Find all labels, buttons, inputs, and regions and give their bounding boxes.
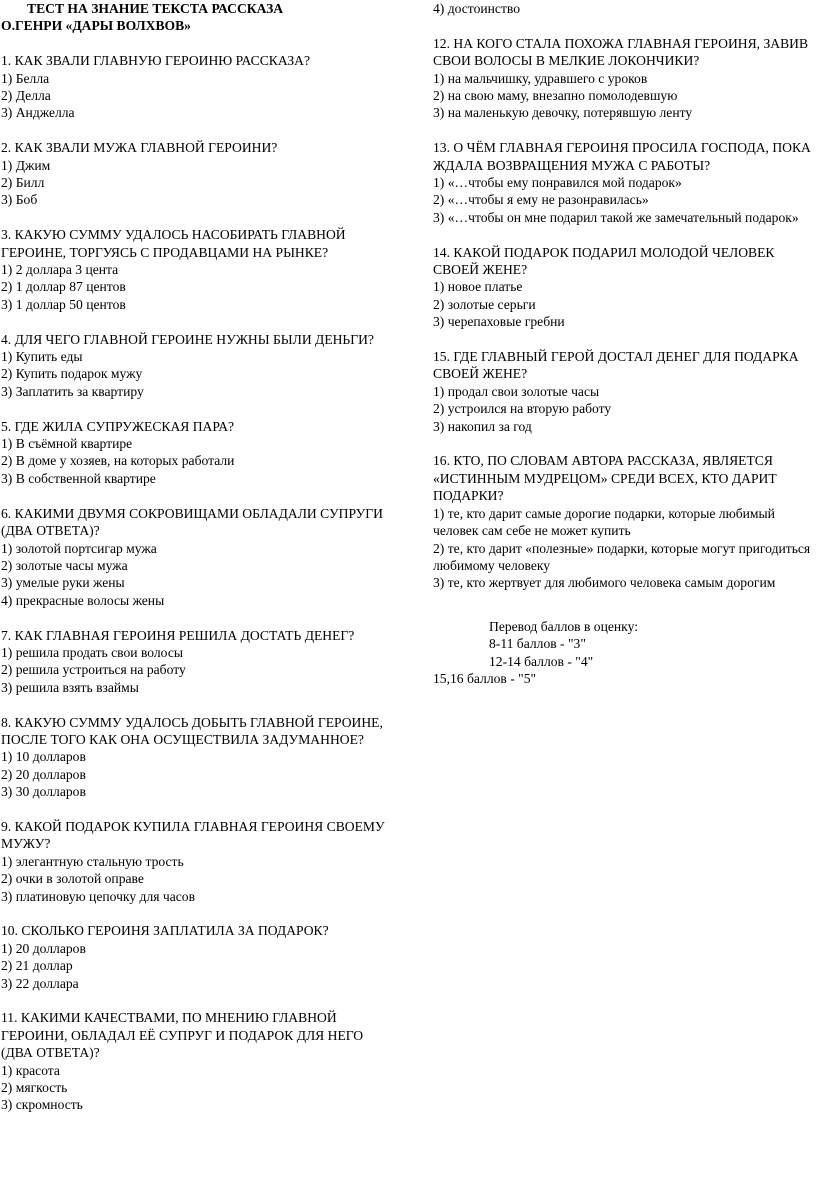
answer-option: 3) Заплатить за квартиру	[1, 383, 144, 399]
answer-option: 2) очки в золотой оправе	[1, 871, 144, 887]
right-question-list	[433, 35, 813, 592]
answer-option: 2) на свою маму, внезапно помолодевшую	[433, 88, 678, 104]
question-text: 7. КАК ГЛАВНАЯ ГЕРОИНЯ РЕШИЛА ДОСТАТЬ ДЕНЕГ?	[1, 627, 355, 643]
answer-option: 3) накопил за год	[433, 418, 532, 434]
question-block	[1, 627, 396, 697]
answer-option: 1) продал свои золотые часы	[433, 383, 600, 399]
question-block	[1, 52, 396, 122]
right-column	[433, 0, 813, 687]
answer-option: 1) Купить еды	[1, 349, 83, 365]
question-block	[1, 139, 396, 209]
question-block	[1, 922, 396, 992]
continued-option: 4) достоинство	[433, 1, 521, 16]
answer-option: 1) золотой портсигар мужа	[1, 540, 157, 556]
answer-option: 3) умелые руки жены	[1, 575, 125, 591]
question-text: 2. КАК ЗВАЛИ МУЖА ГЛАВНОЙ ГЕРОИНИ?	[1, 140, 278, 156]
question-text: 1. КАК ЗВАЛИ ГЛАВНУЮ ГЕРОИНЮ РАССКАЗА?	[1, 53, 310, 69]
answer-option: 2) золотые серьги	[433, 296, 536, 312]
answer-option: 1) 10 долларов	[1, 749, 86, 765]
question-block	[1, 1009, 396, 1113]
left-question-list	[1, 52, 396, 1114]
question-block	[1, 505, 396, 609]
answer-option: 1) те, кто дарит самые дорогие подарки, которые любимый человек сам себе не может купить	[433, 505, 775, 539]
question-text: 3. КАКУЮ СУММУ УДАЛОСЬ НАСОБИРАТЬ ГЛАВНОЙ ГЕРОИНЕ, ТОРГУЯСЬ С ПРОДАВЦАМИ НА РЫНКЕ?	[1, 227, 346, 260]
answer-option: 3) «…чтобы он мне подарил такой же замечательный подарок»	[433, 209, 799, 225]
question-block	[433, 244, 813, 331]
answer-option: 3) платиновую цепочку для часов	[1, 888, 195, 904]
question-text: 9. КАКОЙ ПОДАРОК КУПИЛА ГЛАВНАЯ ГЕРОИНЯ СВОЕМУ МУЖУ?	[1, 818, 385, 852]
answer-option: 3) В собственной квартире	[1, 470, 156, 486]
answer-option: 3) 1 доллар 50 центов	[1, 296, 126, 312]
answer-option: 2) Делла	[1, 88, 51, 104]
answer-option: 2) решила устроиться на работу	[1, 662, 186, 678]
question-text: 8. КАКУЮ СУММУ УДАЛОСЬ ДОБЫТЬ ГЛАВНОЙ ГЕРОИНЕ, ПОСЛЕ ТОГО КАК ОНА ОСУЩЕСТВИЛА ЗАДУМАННОЕ?	[1, 714, 383, 747]
answer-option: 3) решила взять взаймы	[1, 679, 139, 695]
answer-option: 1) В съёмной квартире	[1, 436, 133, 452]
question-text: 5. ГДЕ ЖИЛА СУПРУЖЕСКАЯ ПАРА?	[1, 418, 235, 434]
question-block	[1, 331, 396, 401]
question-text: 13. О ЧЁМ ГЛАВНАЯ ГЕРОИНЯ ПРОСИЛА ГОСПОДА, ПОКА ЖДАЛА ВОЗВРАЩЕНИЯ МУЖА С РАБОТЫ?	[433, 140, 811, 173]
answer-option: 2) В доме у хозяев, на которых работали	[1, 453, 235, 469]
answer-option: 3) Анджелла	[1, 105, 75, 121]
answer-option: 2) мягкость	[1, 1080, 68, 1096]
answer-option: 1) 2 доллара 3 цента	[1, 262, 119, 278]
question-block	[1, 714, 396, 801]
question-block	[1, 226, 396, 313]
answer-option: 2) те, кто дарит «полезные» подарки, которые могут пригодиться любимому человеку	[433, 540, 811, 573]
question-block	[1, 818, 396, 905]
question-text: 14. КАКОЙ ПОДАРОК ПОДАРИЛ МОЛОДОЙ ЧЕЛОВЕК СВОЕЙ ЖЕНЕ?	[433, 244, 775, 278]
answer-option: 2) золотые часы мужа	[1, 557, 128, 573]
answer-option: 2) 1 доллар 87 центов	[1, 279, 126, 295]
grading-line: 12-14 баллов - "4"	[489, 653, 594, 669]
grading-heading: Перевод баллов в оценку:	[489, 618, 638, 634]
answer-option: 3) 22 доллара	[1, 975, 79, 991]
answer-option: 3) черепаховые гребни	[433, 314, 565, 330]
answer-option: 1) Белла	[1, 70, 50, 86]
answer-option: 2) Билл	[1, 175, 45, 191]
question-block	[433, 348, 813, 435]
answer-option: 1) 20 долларов	[1, 940, 86, 956]
answer-option: 3) на маленькую девочку, потерявшую ленту	[433, 105, 693, 121]
answer-option: 2) «…чтобы я ему не разонравилась»	[433, 192, 649, 208]
grading-line: 8-11 баллов - "3"	[489, 636, 586, 652]
question-text: 11. КАКИМИ КАЧЕСТВАМИ, ПО МНЕНИЮ ГЛАВНОЙ ГЕРОИНИ, ОБЛАДАЛ ЕЁ СУПРУГ И ПОДАРОК ДЛЯ НЕГО (ДВА ОТВЕТА)?	[1, 1010, 364, 1061]
answer-option: 2) устроился на вторую работу	[433, 401, 612, 417]
question-block	[433, 139, 813, 226]
answer-option: 1) на мальчишку, удравшего с уроков	[433, 70, 648, 86]
answer-option: 3) скромность	[1, 1097, 83, 1113]
title-line-2: О.ГЕНРИ «ДАРЫ ВОЛХВОВ»	[1, 18, 191, 34]
question-text: 12. НА КОГО СТАЛА ПОХОЖА ГЛАВНАЯ ГЕРОИНЯ, ЗАВИВ СВОИ ВОЛОСЫ В МЕЛКИЕ ЛОКОНЧИКИ?	[433, 35, 809, 69]
question-block	[433, 452, 813, 591]
title-line-1: ТЕСТ НА ЗНАНИЕ ТЕКСТА РАССКАЗА	[27, 1, 284, 16]
answer-option: 1) красота	[1, 1062, 60, 1078]
question-block	[433, 35, 813, 122]
question-text: 6. КАКИМИ ДВУМЯ СОКРОВИЩАМИ ОБЛАДАЛИ СУПРУГИ (ДВА ОТВЕТА)?	[1, 505, 383, 539]
answer-option: 2) 21 доллар	[1, 958, 73, 974]
answer-option: 1) решила продать свои волосы	[1, 644, 183, 660]
question-text: 15. ГДЕ ГЛАВНЫЙ ГЕРОЙ ДОСТАЛ ДЕНЕГ ДЛЯ ПОДАРКА СВОЕЙ ЖЕНЕ?	[433, 349, 799, 382]
left-column	[1, 0, 396, 1114]
document-title	[1, 0, 396, 35]
answer-option: 1) новое платье	[433, 279, 523, 295]
answer-option: 3) Боб	[1, 192, 38, 208]
grading-line: 15,16 баллов - "5"	[433, 670, 537, 686]
answer-option: 2) Купить подарок мужу	[1, 366, 143, 382]
answer-option: 1) элегантную стальную трость	[1, 853, 184, 869]
question-block	[1, 418, 396, 488]
answer-option: 1) Джим	[1, 157, 51, 173]
answer-option: 1) «…чтобы ему понравился мой подарок»	[433, 175, 682, 191]
answer-option: 3) 30 долларов	[1, 784, 86, 800]
answer-option: 2) 20 долларов	[1, 766, 86, 782]
grading-scale	[433, 618, 813, 688]
question-text: 10. СКОЛЬКО ГЕРОИНЯ ЗАПЛАТИЛА ЗА ПОДАРОК?	[1, 923, 329, 939]
question-text: 4. ДЛЯ ЧЕГО ГЛАВНОЙ ГЕРОИНЕ НУЖНЫ БЫЛИ ДЕНЬГИ?	[1, 331, 374, 347]
answer-option: 4) прекрасные волосы жены	[1, 592, 165, 608]
question-text: 16. КТО, ПО СЛОВАМ АВТОРА РАССКАЗА, ЯВЛЯЕТСЯ «ИСТИННЫМ МУДРЕЦОМ» СРЕДИ ВСЕХ, КТО ДАРИТ ПОДАРКИ?	[433, 453, 777, 504]
answer-option: 3) те, кто жертвует для любимого человека самым дорогим	[433, 575, 776, 591]
